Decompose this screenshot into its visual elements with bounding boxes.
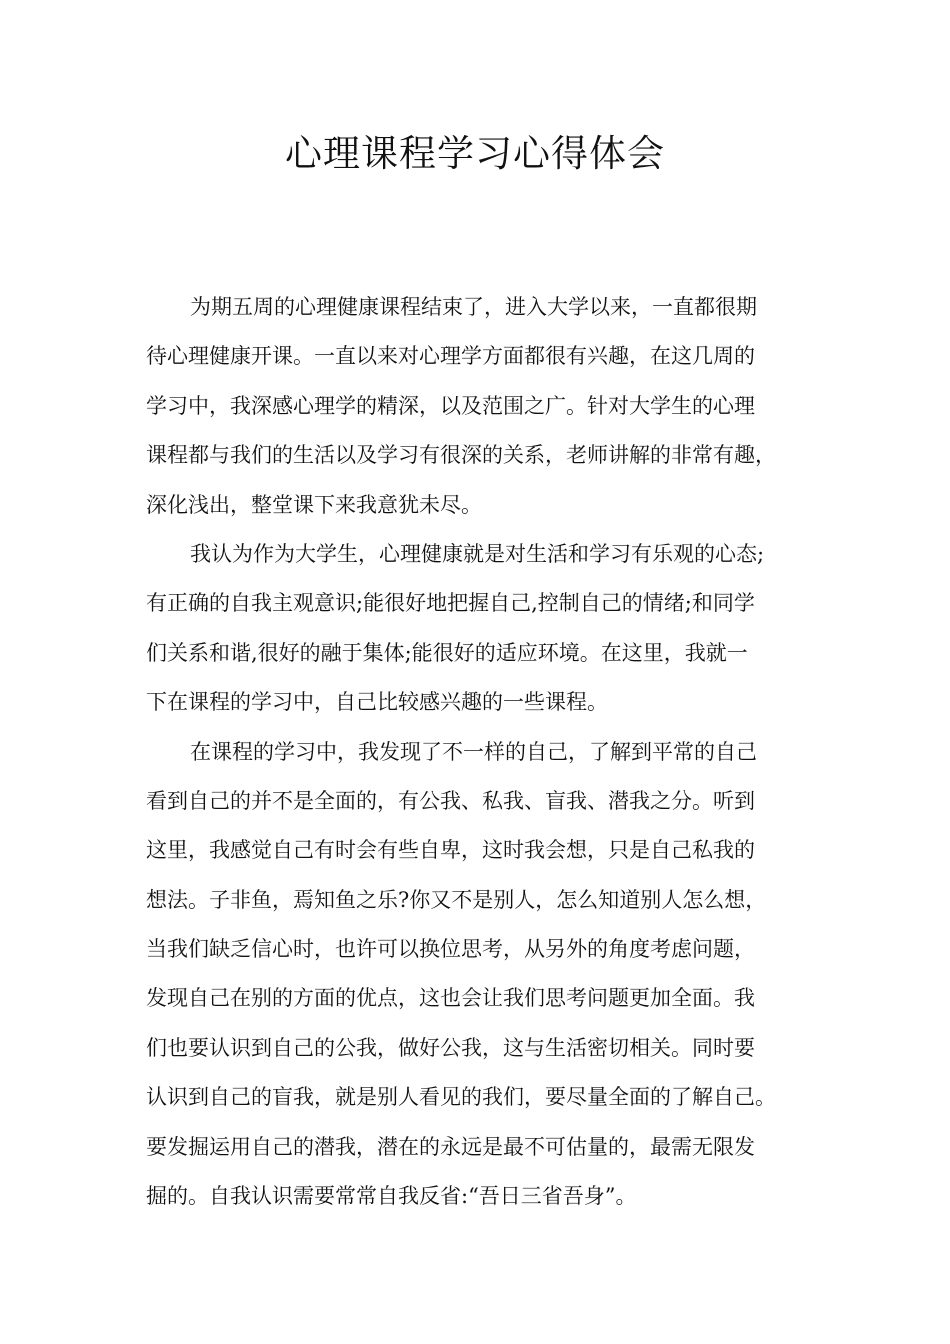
paragraph-1-line-2: 待心理健康开课。一直以来对心理学方面都很有兴趣，在这几周的: [146, 344, 755, 369]
paragraph-3-line-4: 想法。子非鱼，焉知鱼之乐?你又不是别人，怎么知道别人怎么想，: [146, 887, 767, 912]
paragraph-1-line-1: 为期五周的心理健康课程结束了，进入大学以来，一直都很期: [190, 295, 757, 319]
paragraph-1-line-5: 深化浅出，整堂课下来我意犹未尽。: [146, 492, 482, 517]
paragraph-3-line-10: 掘的。自我认识需要常常自我反省:“吾日三省吾身”。: [146, 1184, 637, 1209]
paragraph-2-line-1: 我认为作为大学生，心理健康就是对生活和学习有乐观的心态;: [190, 541, 765, 566]
paragraph-3-line-6: 发现自己在别的方面的优点，这也会让我们思考问题更加全面。我: [146, 986, 755, 1011]
paragraph-2-line-4: 下在课程的学习中，自己比较感兴趣的一些课程。: [146, 690, 608, 715]
paragraph-3-line-9: 要发掘运用自己的潜我，潜在的永远是最不可估量的，最需无限发: [146, 1134, 755, 1159]
paragraph-1-line-3: 学习中，我深感心理学的精深，以及范围之广。针对大学生的心理: [146, 393, 755, 418]
document-body: [146, 283, 822, 1221]
paragraph-2-line-2: 有正确的自我主观意识;能很好地把握自己,控制自己的情绪;和同学: [146, 591, 755, 616]
paragraph-3-line-2: 看到自己的并不是全面的，有公我、私我、盲我、潜我之分。听到: [146, 788, 755, 813]
paragraph-3-line-8: 认识到自己的盲我，就是别人看见的我们，要尽量全面的了解自己。: [146, 1085, 776, 1110]
paragraph-3-line-1: 在课程的学习中，我发现了不一样的自己，了解到平常的自己: [190, 739, 757, 764]
paragraph-3-line-5: 当我们缺乏信心时，也许可以换位思考，从另外的角度考虑问题，: [146, 937, 755, 962]
document-title: 心理课程学习心得体会: [285, 132, 665, 175]
paragraph-2-line-3: 们关系和谐,很好的融于集体;能很好的适应环境。在这里，我就一: [146, 640, 748, 665]
paragraph-3-line-3: 这里，我感觉自己有时会有些自卑，这时我会想，只是自己私我的: [146, 838, 755, 863]
paragraph-3-line-7: 们也要认识到自己的公我，做好公我，这与生活密切相关。同时要: [146, 1035, 755, 1060]
paragraph-1-line-4: 课程都与我们的生活以及学习有很深的关系，老师讲解的非常有趣，: [146, 443, 776, 468]
